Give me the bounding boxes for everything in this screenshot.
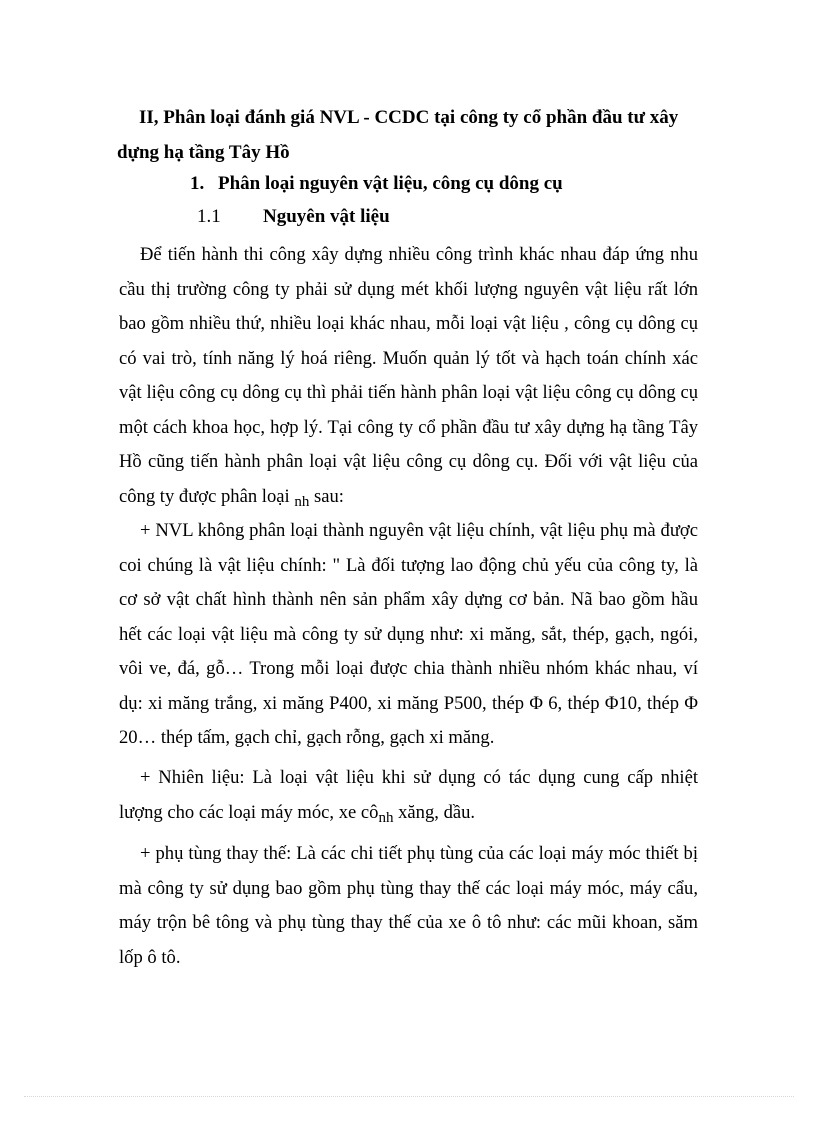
paragraph-intro-subscript: nh — [294, 493, 310, 510]
paragraph-intro — [119, 238, 698, 515]
paragraph-intro-text: Để tiến hành thi công xây dựng nhiều công trình khác nhau đáp ứng nhu cầu thị trường công ty phải sử dụng mét khối lượng nguyên vật liệu rất lớn bao gồm nhiều thứ, nhiều loại khác nhau, mỗi loại vật liệu , công cụ dông cụ có vai trò, tính năng lý hoá riêng. Muốn quản lý tốt và hạch toán chính xác vật liệu công cụ dông cụ thì phải tiến hành phân loại vật liệu công cụ dông cụ một cách khoa học, hợp lý. Tại công ty cổ phần đầu tư xây dựng hạ tầng Tây Hồ cũng tiến hành phân loại vật liệu công cụ dông cụ. Đối với vật liệu của công ty được phân loại — [119, 244, 698, 507]
paragraph-intro-tail: sau: — [314, 485, 344, 507]
paragraph-fuel — [119, 761, 698, 831]
section-1-1-number: 1.1 — [197, 206, 221, 227]
paragraph-fuel-text: + Nhiên liệu: Là loại vật liệu khi sử dụng có tác dụng cung cấp nhiệt lượng cho các loại máy móc, xe cô — [119, 767, 698, 823]
paragraph-nvl: + NVL không phân loại thành nguyên vật liệu chính, vật liệu phụ mà được coi chúng là vật liệu chính: " Là đối tượng lao động chủ yếu của công ty, là cơ sở vật chất hình thành nên sản phẩm xây dựng cơ bản. Nã bao gồm hầu hết các loại vật liệu mà công ty sử dụng như: xi măng, sắt, thép, gạch, ngói, vôi ve, đá, gỗ… Trong mỗi loại được chia thành nhiều nhóm khác nhau, ví dụ: xi măng trắng, xi măng P400, xi măng P500, thép Φ 6, thép Φ10, thép Φ 20… thép tấm, gạch chỉ, gạch rỗng, gạch xi măng. — [119, 520, 698, 748]
section-1-1-title: Nguyên vật liệu — [263, 206, 390, 227]
section-1-title: Phân loại nguyên vật liệu, công cụ dông cụ — [218, 173, 563, 194]
section-1-1-heading — [197, 204, 390, 230]
main-heading: II, Phân loại đánh giá NVL - CCDC tại công ty cổ phần đầu tư xây dựng hạ tầng Tây Hồ — [117, 107, 679, 163]
section-1-number: 1. — [190, 173, 205, 194]
paragraph-fuel-tail: xăng, dầu. — [398, 801, 476, 823]
page-footer-divider — [24, 1096, 794, 1097]
paragraph-fuel-subscript: nh — [378, 809, 394, 826]
paragraph-spare-parts: + phụ tùng thay thế: Là các chi tiết phụ tùng của các loại máy móc thiết bị mà công ty sử dụng bao gồm phụ tùng thay thế các loại máy móc, máy cẩu, máy trộn bê tông và phụ tùng thay thế của xe ô tô như: các mũi khoan, săm lốp ô tô. — [119, 843, 698, 968]
section-1-heading — [190, 171, 563, 197]
